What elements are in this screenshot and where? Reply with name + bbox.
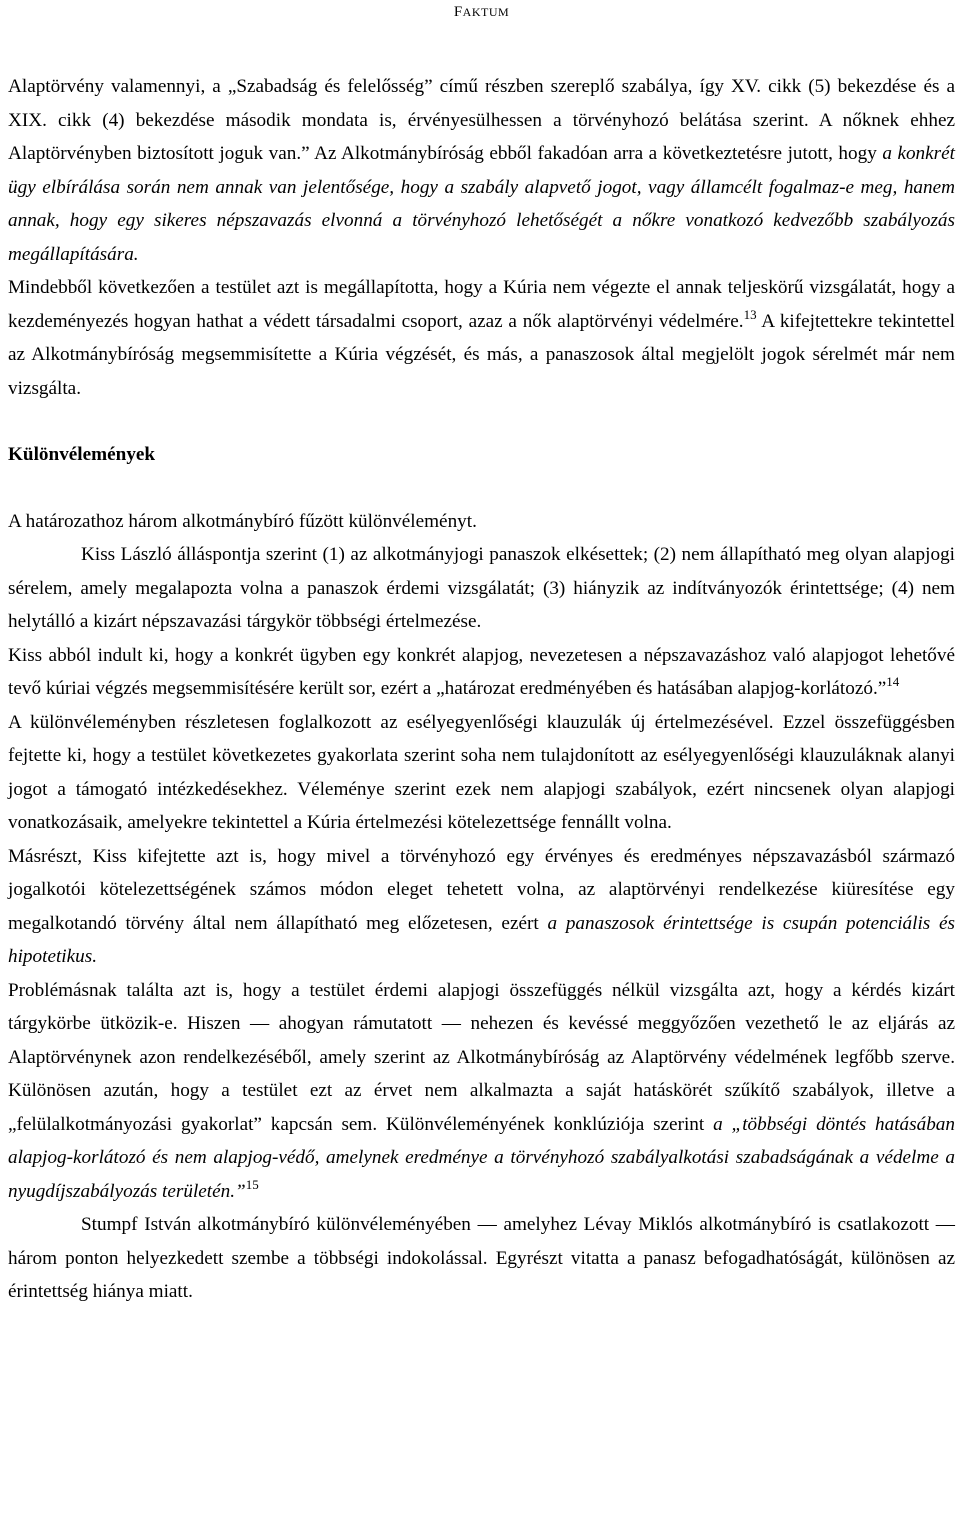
page-header xyxy=(8,4,955,30)
paragraph-text: Problémásnak találta azt is, hogy a testület érdemi alapjogi összefüggés nélkül vizsgálta azt, hogy a kérdés kizárt tárgykörbe ütközik-e. Hiszen — ahogyan rámutatott — nehezen és kevéssé meggyőzően vezethető le az eljárás az Alaptörvénynek azon rendelkezéséből, amely szerint az Alkotmánybíróság az Alaptörvény védelmének legfőbb szerve. Különösen azután, hogy a testület ezt az érvet nem alkalmazta a saját hatáskörét szűkítő szabályok, illetve a „felülalkotmányozási gyakorlat” kapcsán sem. Különvéleményének konklúziója szerint xyxy=(8,979,955,1135)
paragraph xyxy=(8,639,955,706)
section-heading: Különvélemények xyxy=(8,444,156,465)
paragraph-text: Mindebből következően a testület azt is megállapította, hogy a Kúria nem végezte el annak teljeskörű vizsgálatát, hogy a kezdeményezés hogyan hathat a védett társadalmi csoport, azaz a nők alaptörvényi védelmére. xyxy=(8,277,955,332)
paragraph-text: Másrészt, Kiss kifejtette azt is, hogy mivel a törvényhozó egy érvényes és eredményes népszavazásból származó jogalkotói kötelezettségének számos módon eleget tehetett volna, az alaptörvényi rendelkezése kiüresítése egy megalkotandó törvény által nem állapítható meg előzetesen, ezért xyxy=(8,845,955,934)
paragraph xyxy=(8,271,955,405)
paragraph xyxy=(8,840,955,974)
footnote-ref-13[interactable]: 13 xyxy=(743,306,757,322)
paragraph-italic-text: a „többségi döntés hatásában alapjog-korlátozó és nem alapjog-védő, amelynek eredménye a törvényhozó szabályalkotási szabadságának a védelme a nyugdíjszabályozás területén.” xyxy=(8,1113,955,1202)
document-page xyxy=(8,0,955,1309)
paragraph xyxy=(8,974,955,1209)
document-body xyxy=(8,70,955,1309)
paragraph xyxy=(8,70,955,271)
paragraph: A különvéleményben részletesen foglalkozott az esélyegyenlőségi klauzulák új értelmezésével. Ezzel összefüggésben fejtette ki, hogy a testület következetes gyakorlata szerint soha nem tulajdonított az esélyegyenlőségi klauzuláknak alanyi jogot a támogató intézkedésekhez. Véleménye szerint ezek nem alapjogi szabályok, ezért nincsenek olyan alapjogi vonatkozásaik, amelyekre tekintettel a Kúria értelmezési kötelezettsége fennállt volna. xyxy=(8,711,955,833)
header-title-initial: F xyxy=(453,4,463,20)
paragraph-italic-text: a konkrét ügy elbírálása során nem annak van jelentősége, hogy a szabály alapvető jogot, vagy államcélt fogalmaz-e meg, hanem annak, hogy egy sikeres népszavazás elvonná a törvényhozó lehetőségét a nőkre vonatkozó kedvezőbb szabályozás megállapítására. xyxy=(8,143,955,265)
paragraph-text: A kifejtettekre tekintettel az Alkotmánybíróság megsemmisítette a Kúria végzését, és más, a panaszosok által megjelölt jogok sérelmét már nem vizsgálta. xyxy=(8,310,955,399)
header-title-rest: AKTUM xyxy=(462,5,510,19)
paragraph-italic-text: a panaszosok érintettsége is csupán potenciális és hipotetikus. xyxy=(8,912,955,967)
paragraph: Kiss László álláspontja szerint (1) az alkotmányjogi panaszok elkésettek; (2) nem állapítható meg olyan alapjogi sérelem, amely megalapozta volna a panaszok érdemi vizsgálatát; (3) hiányzik az indítványozók érintettsége; (4) nem helytálló a kizárt népszavazási tárgykör többségi értelmezése. xyxy=(8,544,955,632)
paragraph-text: Kiss abból indult ki, hogy a konkrét ügyben egy konkrét alapjog, nevezetesen a népszavazáshoz való alapjogot lehetővé tevő kúriai végzés megsemmisítésére került sor, ezért a „határozat eredményében és hatásában alapjog-korlátozó.” xyxy=(8,644,955,699)
paragraph: Stumpf István alkotmánybíró különvéleményében — amelyhez Lévay Miklós alkotmánybíró is csatlakozott — három ponton helyezkedett szembe a többségi indokolással. Egyrészt vitatta a panasz befogadhatóságát, különösen az érintettség hiánya miatt. xyxy=(8,1214,955,1302)
paragraph: A határozathoz három alkotmánybíró fűzött különvéleményt. xyxy=(8,510,477,532)
footnote-ref-15[interactable]: 15 xyxy=(245,1176,259,1192)
footnote-ref-14[interactable]: 14 xyxy=(886,674,900,689)
paragraph-text: Alaptörvény valamennyi, a „Szabadság és felelősség” című részben szereplő szabálya, így XV. cikk (5) bekezdése és a XIX. cikk (4) bekezdése második mondata is, érvényesülhessen a törvényhozó belátása szerint. A nőknek ehhez Alaptörvényben biztosított joguk van.” Az Alkotmánybíróság ebből fakadóan arra a következtetésre jutott, hogy xyxy=(8,76,955,164)
